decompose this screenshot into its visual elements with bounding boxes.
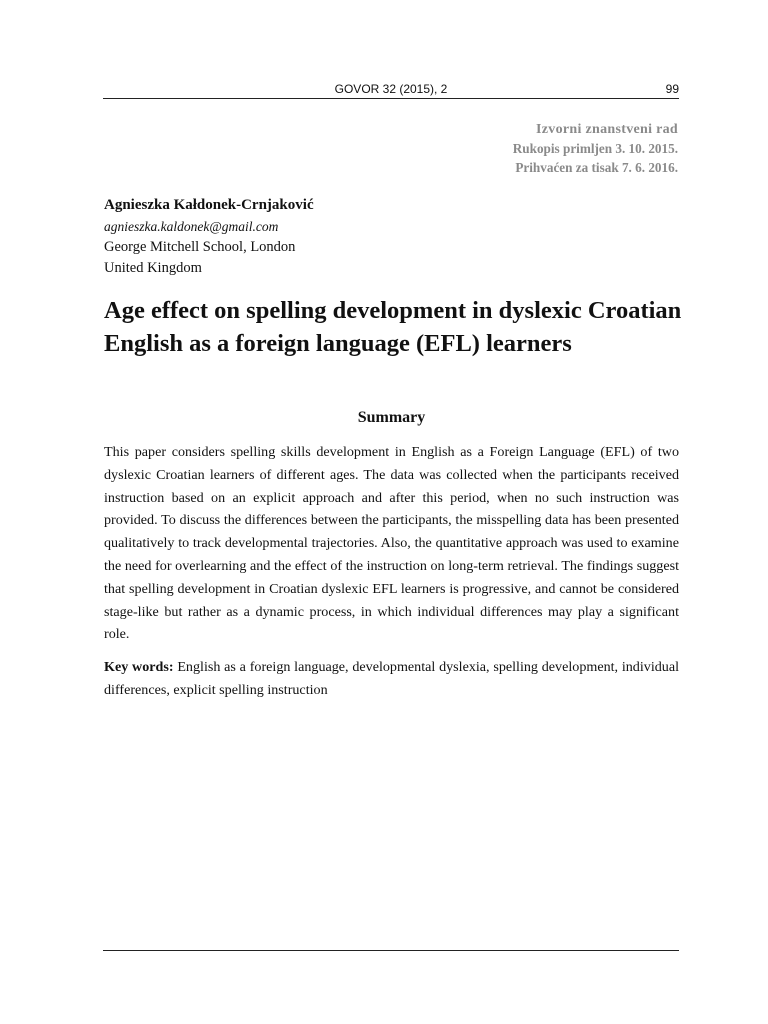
author-institution: George Mitchell School, London <box>104 239 296 255</box>
author-email: agnieszka.kaldonek@gmail.com <box>104 219 279 234</box>
accepted-date: Prihvaćen za tisak 7. 6. 2016. <box>515 160 678 175</box>
summary-text: This paper considers spelling skills development in English as a Foreign Language (EFL) of two dyslexic Croatian learners of different ages. The data was collected when the participants received instruction based on an explicit approach and after this period, when no such instruction was provided. To discuss the differences between the participants, the misspelling data has been presented qualitatively to track developmental trajectories. Also, the quantitative approach was used to examine the need for overlearning and the effect of the instruction on long-term retrieval. The findings suggest that spelling development in Croatian dyslexic EFL learners is progressive, and cannot be considered stage-like but rather as a dynamic process, in which individual differences may play a significant role. <box>104 444 679 643</box>
keywords-text: English as a foreign language, developmental dyslexia, spelling development, individual differences, explicit spelling instruction <box>104 659 679 698</box>
summary-heading: Summary <box>357 409 426 426</box>
article-type: Izvorni znanstveni rad <box>536 122 678 137</box>
header-rule <box>103 98 679 99</box>
author-country: United Kingdom <box>104 260 202 276</box>
footer-rule <box>103 950 679 951</box>
paper-title: Age effect on spelling development in dyslexic Croatian English as a foreign language (EFL) learners <box>104 297 682 357</box>
page-number: 99 <box>665 82 679 96</box>
article-meta <box>513 120 678 177</box>
keywords-label: Key words: <box>104 659 174 675</box>
author-block <box>104 195 314 279</box>
journal-running-title: GOVOR 32 (2015), 2 <box>334 82 448 96</box>
running-header <box>103 82 679 98</box>
received-date: Rukopis primljen 3. 10. 2015. <box>512 141 678 156</box>
author-name: Agnieszka Kałdonek-Crnjaković <box>104 197 314 213</box>
keywords <box>104 656 679 702</box>
